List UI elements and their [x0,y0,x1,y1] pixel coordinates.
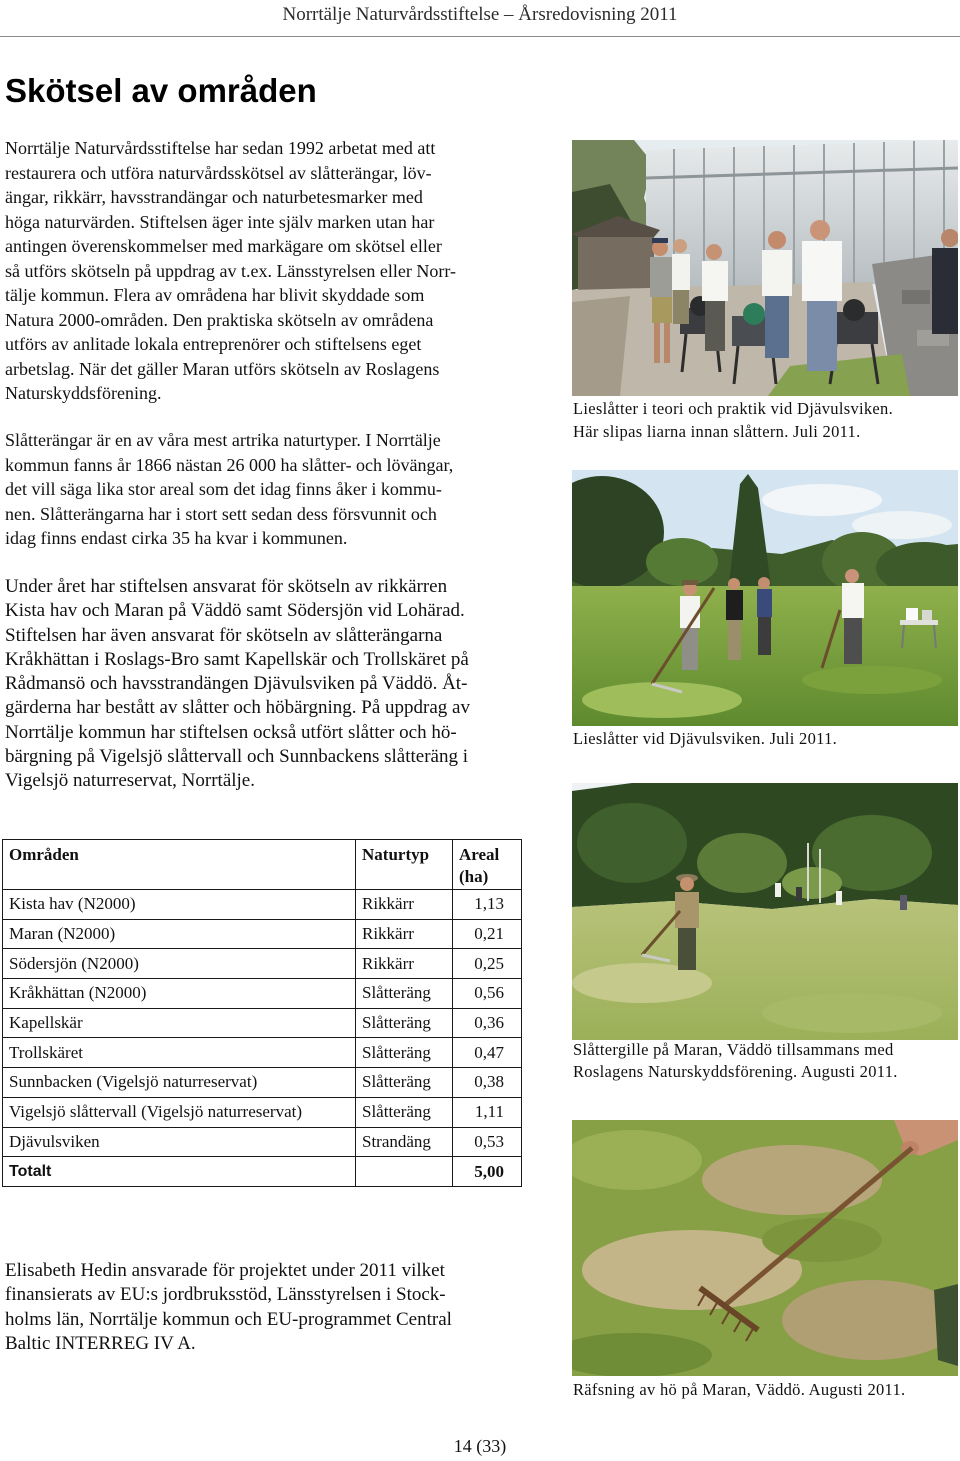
wall-stone [902,290,930,304]
cell-area-name: Kråkhättan (N2000) [3,979,356,1009]
person-head [810,220,830,240]
cell-area-ha: 0,21 [453,919,522,949]
cell-total-label: Totalt [3,1157,356,1187]
photo-scythe-mowing-image [572,470,958,726]
table-row [3,1068,522,1098]
grass-patch [762,993,942,1033]
person-pants [728,620,741,660]
text-line: idag finns endast cirka 35 ha kvar i kommunen. [5,528,348,548]
photo-caption [573,1039,959,1083]
text-line: Under året har stiftelsen ansvarat för skötseln av rikkärren [5,576,448,597]
text-line: gärderna har bestått av slåtter och höbärgning. På uppdrag av [5,697,470,719]
cell-habitat-type: Slåtteräng [356,1038,453,1068]
table-row [3,919,522,949]
distant-person [836,891,842,905]
photo-maran-mowing-image [572,783,958,1040]
text-line: Norrtälje kommun har stiftelsen också utfört slåtter och hö- [5,721,457,743]
header-areas: Områden [3,840,356,890]
page-number: 14 (33) [453,1436,507,1456]
forest-canopy [697,833,787,893]
text-line: kommun fanns år 1866 nästan 26 000 ha slåtter- och lövängar, [5,454,454,475]
table-top [900,620,938,625]
person-pants [705,301,725,351]
cell-area-name: Trollskäret [3,1038,356,1068]
cell-area-name: Djävulsviken [3,1127,356,1157]
person-head [845,569,859,583]
cell-area-ha: 1,13 [453,890,522,920]
wooden-shed [578,232,654,292]
text-line: det vill säga lika stor areal som det idag finns åker i kommu- [5,479,442,499]
person-jeans [807,301,837,371]
person-head [768,231,786,249]
person-head [706,244,722,260]
person-head [680,877,694,891]
table-header-row [3,840,522,890]
person-shirt [762,250,792,296]
table-row [3,949,522,979]
hay-patch [782,1280,958,1360]
person-shirt [757,589,772,617]
cell-area-ha: 1,11 [453,1097,522,1127]
distant-person [900,895,907,910]
photo-caption [573,1378,959,1401]
cell-area-name: Maran (N2000) [3,919,356,949]
person-pants [678,928,696,970]
person-cap [652,238,668,243]
text-line: nen. Slåtterängarna har i stort sett sedan dess försvunnit och [5,503,437,524]
cloud [762,484,882,516]
areas-table [2,839,522,1187]
person-shorts [652,297,672,323]
text-line: holms län, Norrtälje kommun och EU-programmet Central [5,1308,452,1330]
header-area-ha [453,840,522,890]
person-shirt [842,583,864,618]
text-line: Vigelsjö naturreservat, Norrtälje. [5,770,255,792]
photo-caption [573,727,959,750]
table-total-row [3,1157,522,1187]
cell-area-name: Kapellskär [3,1008,356,1038]
photo-hay-raking [572,1120,958,1376]
header-rule [0,36,960,37]
person-shirt [702,261,728,301]
person-shirt [802,241,842,301]
person-shirt [672,254,690,290]
caption-line: Här slipas liarna innan slåttern. Juli 2011. [573,422,861,441]
bucket [906,608,918,620]
caption-line: Lieslåtter i teori och praktik vid Djävulsviken. [573,399,894,418]
cell-habitat-type: Slåtteräng [356,1068,453,1098]
photo-hay-raking-image [572,1120,958,1376]
text-line: tälje kommun. Flera av områdena har blivit skyddade som [5,285,425,305]
table-row [3,1008,522,1038]
person-pants [758,617,771,655]
text-line: Kråkhättan i Roslags-Bro samt Kapellskär och Trollskäret på [5,648,469,670]
cell-habitat-type: Rikkärr [356,919,453,949]
grass-patch [802,666,942,694]
text-line: arbetslag. När det gäller Maran utförs skötseln av Roslagens [5,358,440,379]
person-dark-clothes [932,248,958,334]
person-head [758,577,770,589]
text-line: så utförs skötseln på uppdrag av t.ex. Länsstyrelsen eller Norr- [5,260,457,281]
cell-habitat-type: Slåtteräng [356,1008,453,1038]
person-hat [682,580,698,585]
table-row [3,1038,522,1068]
cell-habitat-type: Strandäng [356,1127,453,1157]
intro-paragraph [5,136,456,406]
person-pants [673,290,689,324]
text-line: ängar, rikkärr, havsstrandängar och naturbetesmarker med [5,187,423,207]
table-row [3,1127,522,1157]
cell-area-ha: 0,47 [453,1038,522,1068]
distant-person [775,883,781,897]
photo-maran-mowing [572,783,958,1040]
cell-area-ha: 0,25 [453,949,522,979]
photo-scythe-mowing [572,470,958,726]
year-activities-paragraph [5,575,470,794]
cell-total-ha: 5,00 [453,1157,522,1187]
text-line: höga naturvärden. Stiftelsen äger inte själv marken utan har [5,211,435,232]
text-line: restaurera och utföra naturvårdsskötsel av slåtterängar, löv- [5,162,432,183]
distant-person [796,887,802,901]
text-line: Kista hav och Maran på Väddö samt Södersjön vid Lohärad. [5,600,465,622]
bucket [922,610,932,620]
person-head [673,239,687,253]
person-pants [844,618,862,664]
cell-area-ha: 0,36 [453,1008,522,1038]
person-jeans [765,296,789,358]
text-line: finansierats av EU:s jordbruksstöd, Länsstyrelsen i Stock- [5,1284,446,1306]
cell-area-name: Sunnbacken (Vigelsjö naturreservat) [3,1068,356,1098]
photo-caption [573,397,959,443]
text-line: Slåtterängar är en av våra mest artrika naturtyper. I Norrtälje [5,430,441,450]
grinding-wheel [843,299,865,321]
text-line: antingen överenskommelser med markägare om skötsel eller [5,236,442,256]
cell-area-ha: 0,56 [453,979,522,1009]
page-title: Skötsel av områden [5,72,317,109]
funding-paragraph [5,1259,452,1356]
caption-line: Räfsning av hö på Maran, Väddö. Augusti 2011. [573,1380,906,1399]
cell-area-name: Vigelsjö slåttervall (Vigelsjö naturreservat) [3,1097,356,1127]
text-line: Norrtälje Naturvårdsstiftelse har sedan 1992 arbetat med att [5,138,436,158]
cell-total-empty [356,1157,453,1187]
forest-canopy [577,803,687,883]
cell-habitat-type: Rikkärr [356,949,453,979]
meadow-history-paragraph [5,428,453,551]
header-area-label: Areal [459,845,500,864]
person-shirt [650,257,672,297]
header-area-unit: (ha) [459,867,489,886]
caption-line: Roslagens Naturskyddsförening. Augusti 2011. [573,1062,898,1081]
text-line: Rådmansö och havsstrandängen Djävulsviken på Väddö. Åt- [5,673,468,695]
person-shirt [675,892,699,928]
person-shirt [726,590,743,620]
table-row [3,890,522,920]
tree-bush [646,538,718,586]
person-head [728,578,740,590]
hay-patch [702,1145,882,1215]
header-habitat-type: Naturtyp [356,840,453,890]
gravel [572,296,630,396]
running-header: Norrtälje Naturvårdsstiftelse – Årsredovisning 2011 [282,4,678,25]
table-row [3,979,522,1009]
cell-area-name: Kista hav (N2000) [3,890,356,920]
caption-line: Slåttergille på Maran, Väddö tillsammans med [573,1040,894,1059]
grinding-wheel [743,303,765,325]
cell-area-name: Södersjön (N2000) [3,949,356,979]
forest-canopy [782,867,842,899]
photo-scythe-sharpening-image [572,140,958,396]
text-line: Natura 2000-områden. Den praktiska skötseln av områdena [5,309,434,330]
cell-habitat-type: Slåtteräng [356,979,453,1009]
table-row [3,1097,522,1127]
person-leg [654,323,660,363]
text-line: Naturskyddsförening. [5,383,162,403]
caption-line: Lieslåtter vid Djävulsviken. Juli 2011. [573,729,838,748]
cell-area-ha: 0,53 [453,1127,522,1157]
text-line: Elisabeth Hedin ansvarade för projektet under 2011 vilket [5,1260,445,1281]
text-line: Baltic INTERREG IV A. [5,1332,196,1354]
person-leg [664,323,670,363]
cell-habitat-type: Rikkärr [356,890,453,920]
photo-scythe-sharpening [572,140,958,396]
cell-habitat-type: Slåtteräng [356,1097,453,1127]
text-line: Stiftelsen har även ansvarat för skötseln av slåtterängarna [5,624,443,646]
cell-area-ha: 0,38 [453,1068,522,1098]
text-line: utförs av anlitade lokala entreprenörer och stiftelsens eget [5,334,422,354]
text-line: bärgning på Vigelsjö slåttervall och Sunnbackens slåtteräng i [5,746,469,768]
